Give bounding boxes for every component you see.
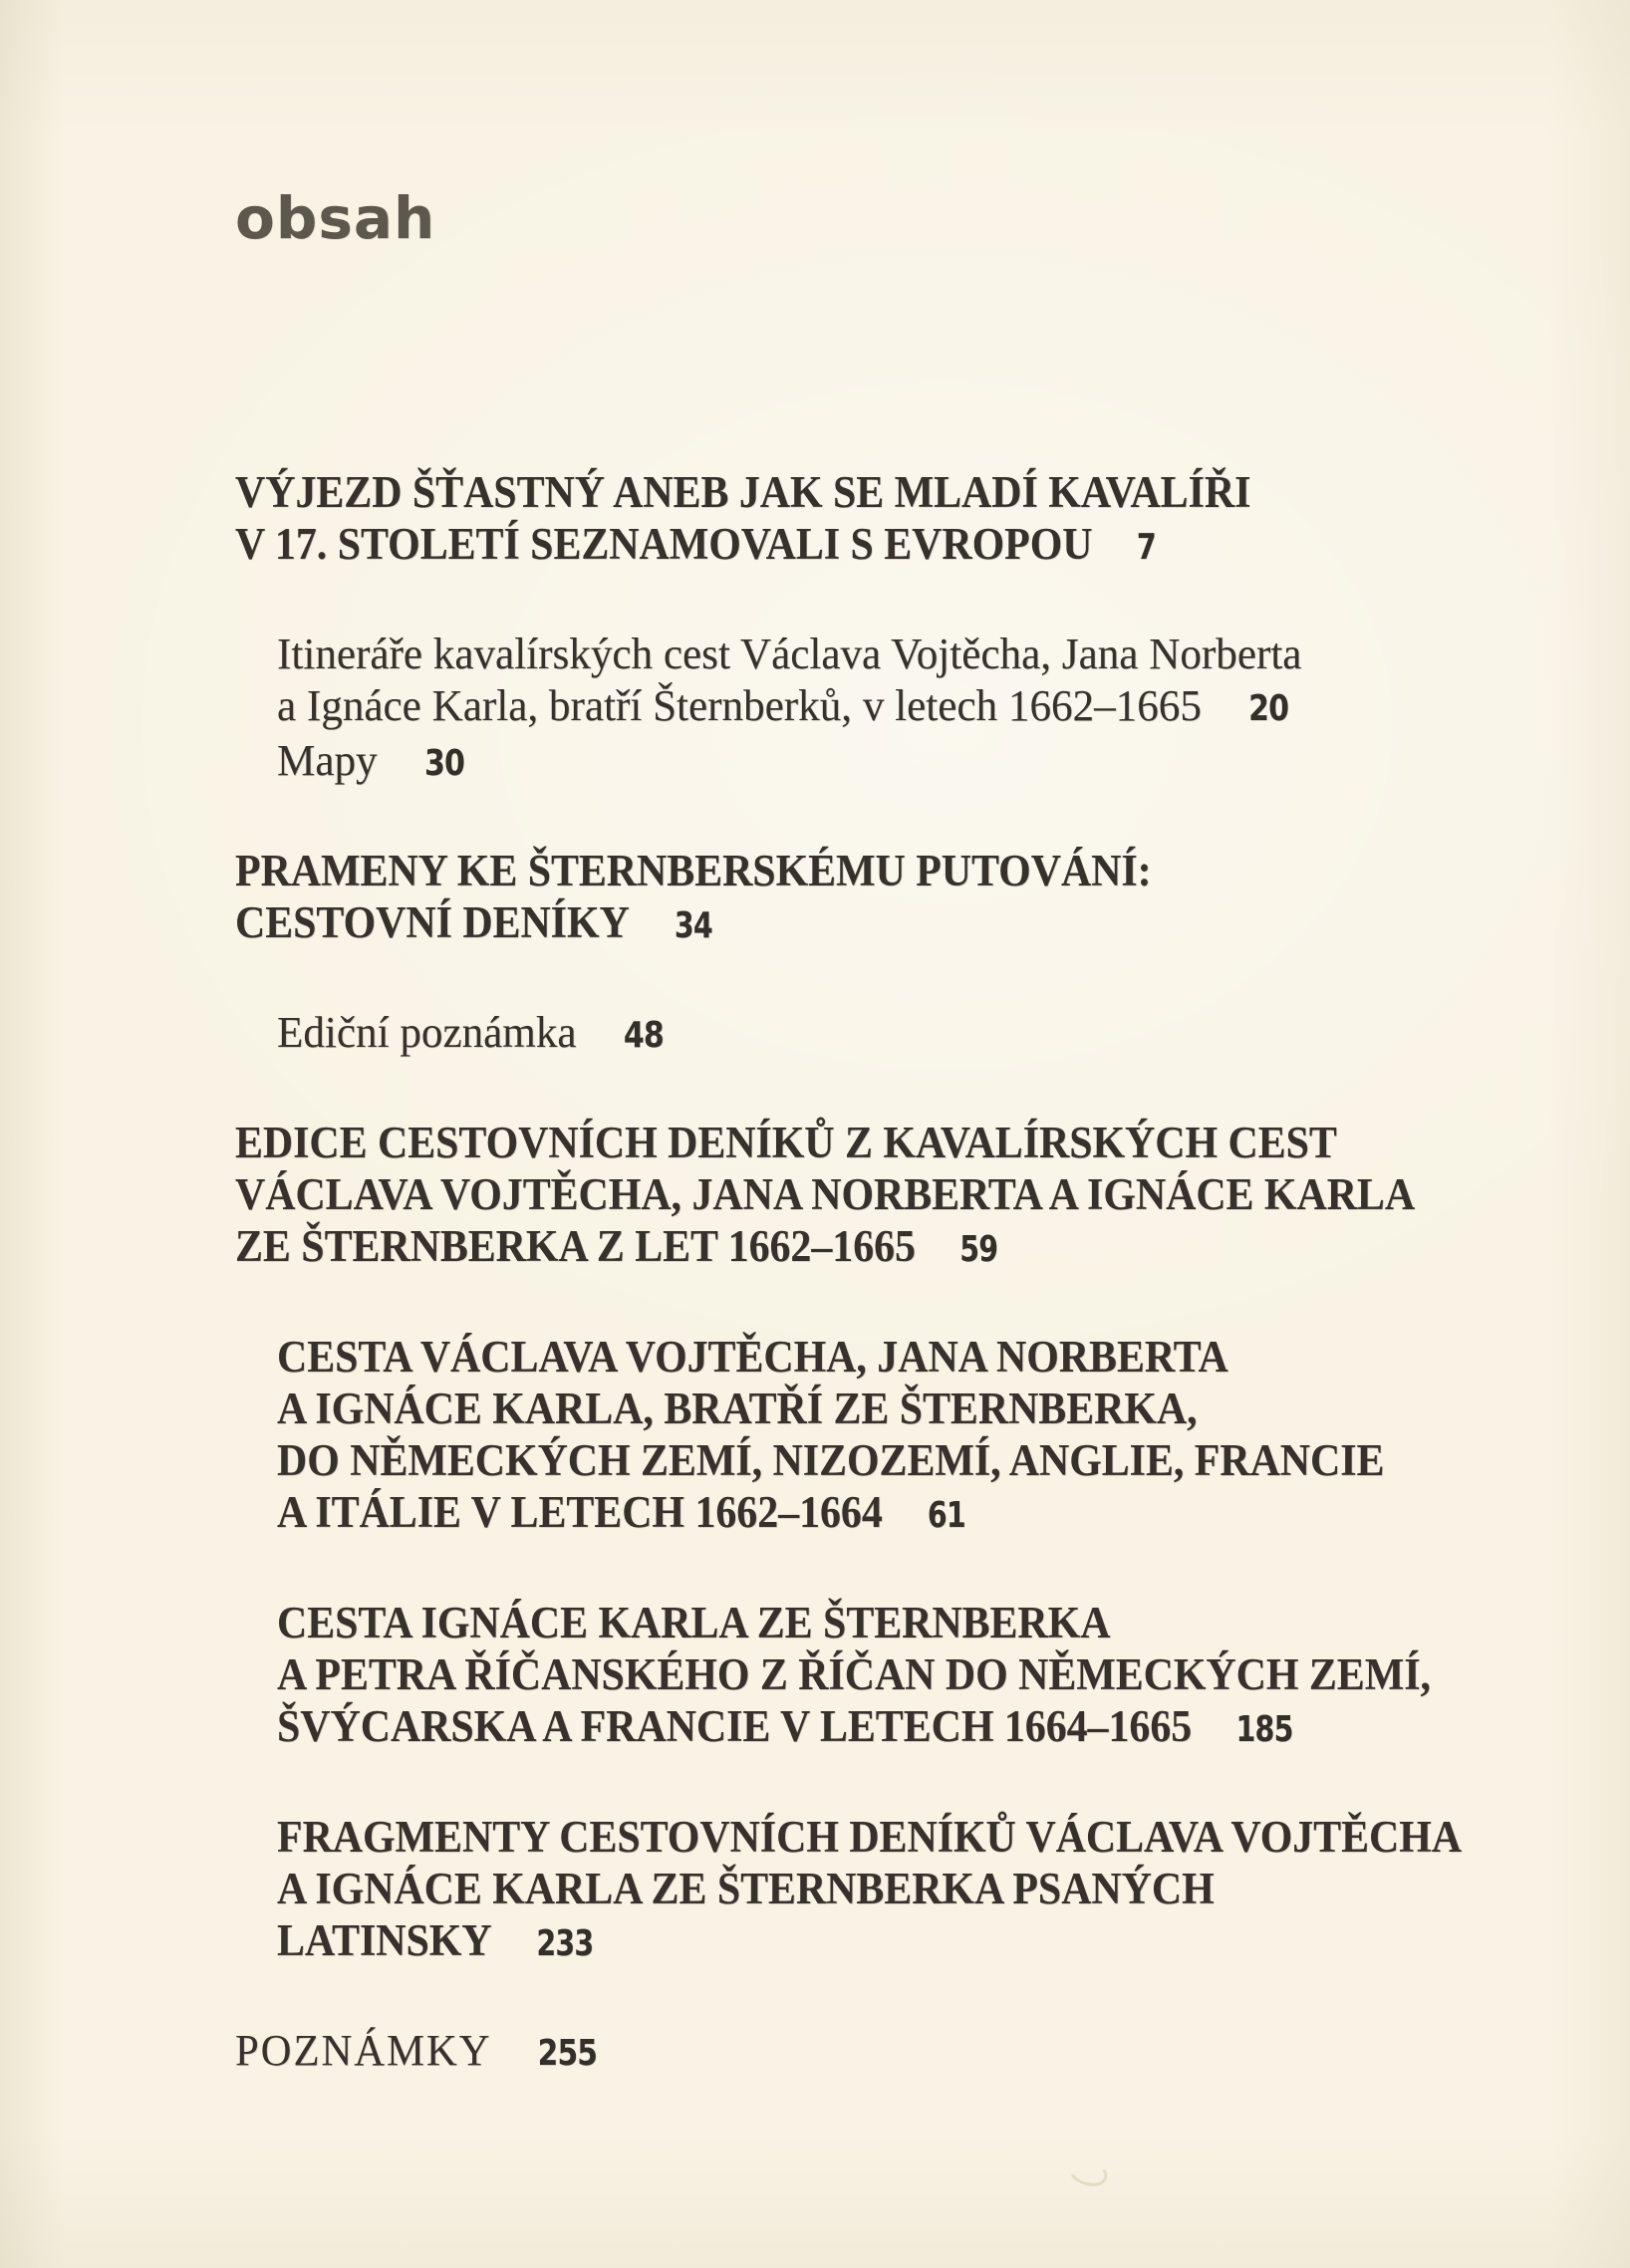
toc-entry-line	[277, 1434, 1452, 1486]
toc-entry-text: DO NĚMECKÝCH ZEMÍ, NIZOZEMÍ, ANGLIE, FRANCIE	[277, 1435, 1385, 1485]
toc-block-edice	[235, 1117, 1540, 1276]
toc-entry-text: Itineráře kavalírských cest Václava Vojtěcha, Jana Norberta	[277, 630, 1302, 678]
toc-entry-line	[277, 1648, 1452, 1700]
toc-entry-line	[277, 1007, 1515, 1062]
toc-block-vyjezd	[235, 466, 1540, 574]
toc-entry-text: CESTA VÁCLAVA VOJTĚCHA, JANA NORBERTA	[277, 1332, 1228, 1382]
toc-entry-line	[235, 1220, 1449, 1276]
toc-entry	[235, 845, 1540, 952]
toc-entry-text: VÁCLAVA VOJTĚCHA, JANA NORBERTA A IGNÁCE KARLA	[235, 1169, 1416, 1219]
toc-page-number: 233	[536, 1923, 594, 1964]
toc-entry	[235, 466, 1540, 574]
toc-entry-line	[277, 1811, 1463, 1863]
toc-page-number: 185	[1235, 1709, 1293, 1750]
toc-entry-line	[277, 680, 1515, 735]
toc-entry-text: ZE ŠTERNBERKA Z LET 1662–1665	[235, 1221, 916, 1271]
toc-entry	[277, 1007, 1540, 1062]
toc-entry-line	[277, 1700, 1452, 1756]
toc-entry	[277, 1597, 1540, 1756]
toc-entry-text: V 17. STOLETÍ SEZNAMOVALI S EVROPOU	[235, 519, 1093, 569]
paper-smudge	[1065, 2153, 1111, 2190]
toc-entry-line	[277, 1914, 1452, 1970]
toc-entry	[235, 1117, 1540, 1276]
toc-entry-line	[277, 1597, 1452, 1648]
toc-list	[235, 466, 1540, 2080]
toc-entry-text: Mapy	[277, 736, 378, 785]
toc-entry-text: A ITÁLIE V LETECH 1662–1664	[277, 1487, 883, 1537]
toc-entry-text: A IGNÁCE KARLA, BRATŘÍ ZE ŠTERNBERKA,	[277, 1384, 1198, 1433]
toc-entry-text: CESTOVNÍ DENÍKY	[235, 897, 630, 947]
toc-entry-line	[277, 735, 1515, 790]
toc-entry-text: EDICE CESTOVNÍCH DENÍKŮ Z KAVALÍRSKÝCH CEST	[235, 1118, 1337, 1167]
toc-block-cesta-1664-1665	[235, 1597, 1540, 1756]
toc-block-edicni-poznamka	[235, 1007, 1540, 1062]
toc-entry-line	[277, 1383, 1452, 1434]
toc-entry-text: PRAMENY KE ŠTERNBERSKÉMU PUTOVÁNÍ:	[235, 846, 1152, 895]
toc-block-poznamky	[235, 2025, 1540, 2080]
toc-entry-line	[235, 1117, 1449, 1168]
toc-entry-text: FRAGMENTY CESTOVNÍCH DENÍKŮ VÁCLAVA VOJTĚCHA	[277, 1812, 1463, 1862]
toc-entry-text: A IGNÁCE KARLA ZE ŠTERNBERKA PSANÝCH	[277, 1864, 1215, 1913]
toc-entry-line	[277, 629, 1515, 680]
toc-block-cesta-1662-1664	[235, 1331, 1540, 1542]
toc-entry-text: CESTA IGNÁCE KARLA ZE ŠTERNBERKA	[277, 1598, 1111, 1647]
toc-block-itinerare	[235, 629, 1540, 790]
page-title: obsah	[235, 184, 436, 252]
toc-entry-text: Ediční poznámka	[277, 1008, 577, 1057]
toc-entry-line	[277, 1331, 1452, 1383]
toc-entry-line	[235, 466, 1449, 518]
toc-block-fragmenty	[235, 1811, 1540, 1970]
toc-page-number: 48	[623, 1015, 664, 1056]
toc-entry	[277, 629, 1540, 735]
toc-entry-line	[277, 1863, 1452, 1914]
toc-page-number: 59	[959, 1229, 998, 1270]
toc-entry-text: LATINSKY	[277, 1915, 492, 1965]
toc-entry-line	[277, 1486, 1452, 1542]
toc-entry-text: ŠVÝCARSKA A FRANCIE V LETECH 1664–1665	[277, 1701, 1193, 1751]
toc-entry-text: a Ignáce Karla, bratří Šternberků, v letech 1662–1665	[277, 681, 1202, 730]
toc-entry-line	[235, 896, 1449, 952]
toc-block-prameny	[235, 845, 1540, 952]
toc-entry-line	[235, 845, 1449, 896]
toc-entry-text: VÝJEZD ŠŤASTNÝ ANEB JAK SE MLADÍ KAVALÍŘI	[235, 467, 1251, 517]
toc-entry-line	[235, 1168, 1449, 1220]
toc-page-number: 7	[1137, 527, 1157, 568]
toc-page-number: 20	[1247, 688, 1289, 729]
toc-page-number: 255	[537, 2033, 598, 2074]
toc-entry	[235, 2025, 1540, 2080]
toc-entry-text: POZNÁMKY	[235, 2026, 492, 2075]
toc-entry	[277, 735, 1540, 790]
toc-entry	[277, 1331, 1540, 1542]
toc-entry	[277, 1811, 1540, 1970]
toc-page-number: 61	[927, 1495, 965, 1536]
toc-page-number: 34	[674, 905, 712, 946]
toc-entry-line	[235, 2025, 1501, 2080]
toc-entry-line	[235, 518, 1449, 574]
toc-page-number: 30	[423, 743, 464, 784]
toc-entry-text: A PETRA ŘÍČANSKÉHO Z ŘÍČAN DO NĚMECKÝCH ZEMÍ,	[277, 1649, 1431, 1699]
